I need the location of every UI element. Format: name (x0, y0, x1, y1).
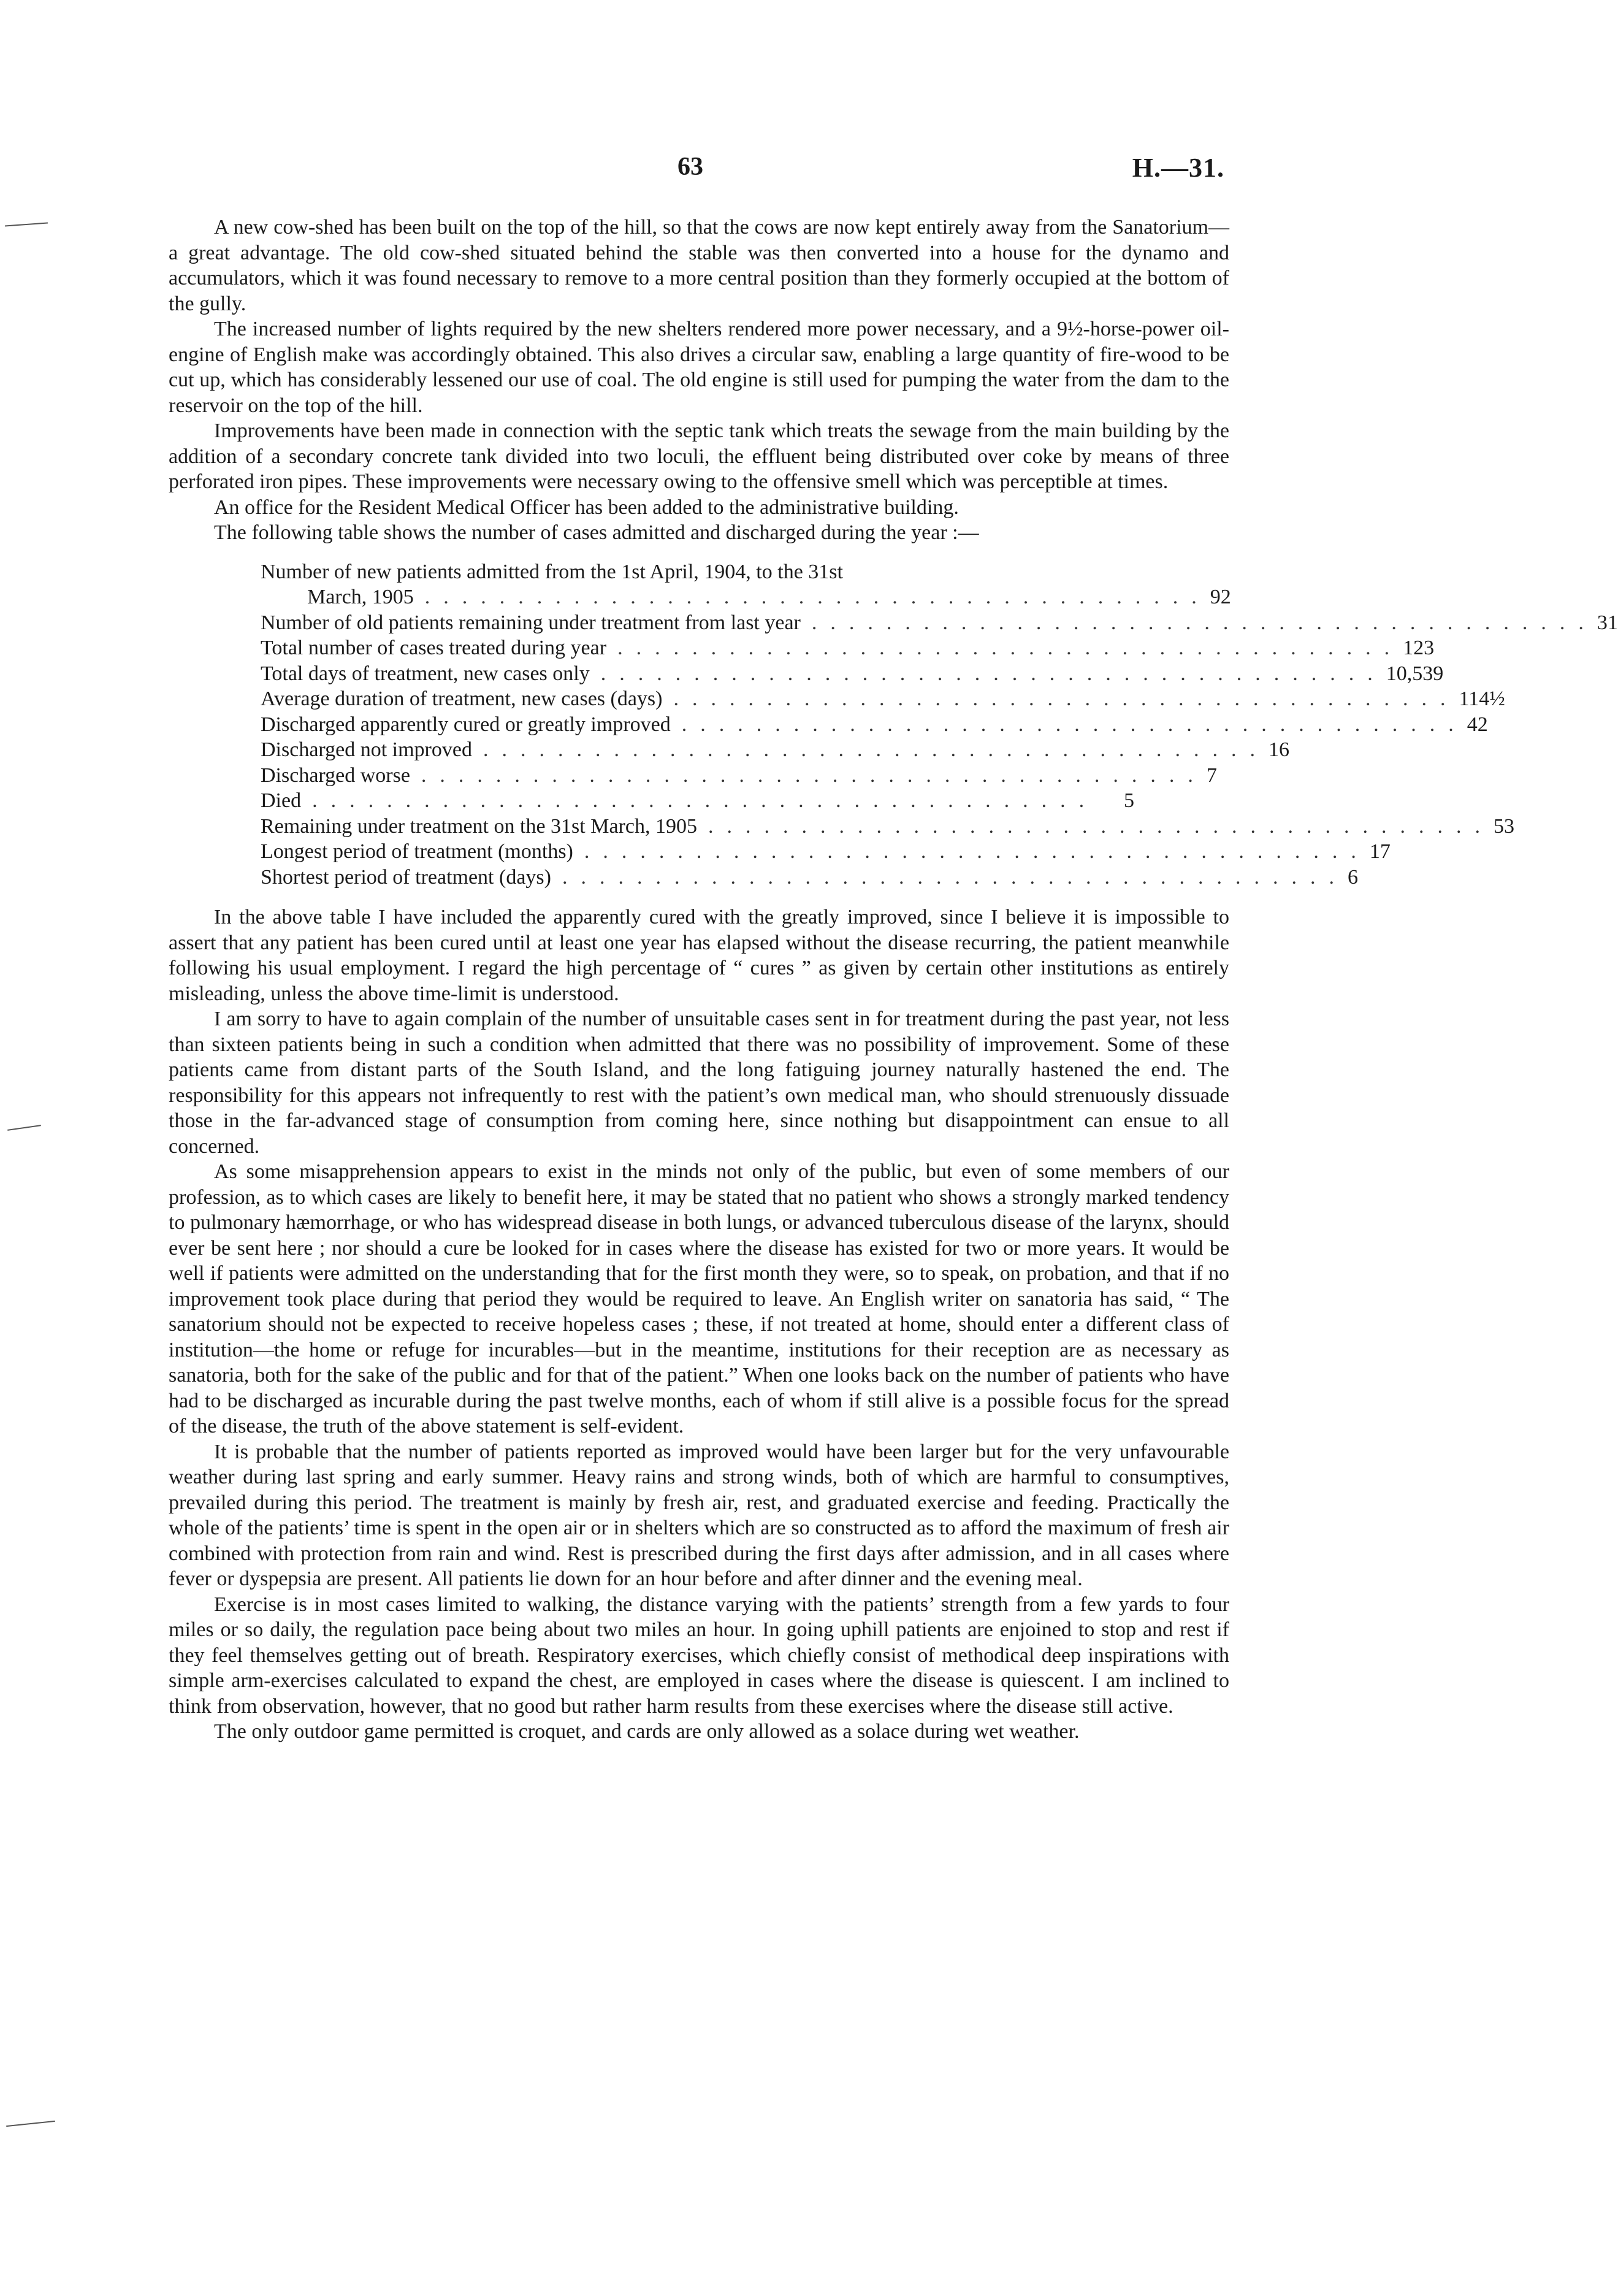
table-row (261, 788, 1134, 814)
table-row-label: March, 1905 (307, 586, 414, 608)
table-row-label: Average duration of treatment, new cases (days) (261, 687, 663, 710)
admissions-table (261, 559, 1618, 890)
paragraph: I am sorry to have to again complain of the number of unsuitable cases sent in for treatment during the past year, not less than sixteen patients being in such a condition when admitted that there was no possibility of improvement. Some of these patients came from distant parts of the South Island, and the long fatiguing journey naturally hastened the end. The responsibility for this appears not infrequently to rest with the patient’s own medical man, who should strenuously dissuade those in the far-advanced stage of consumption from coming here, since nothing but disappointment can ensue to all concerned. (169, 1008, 1229, 1158)
table-row-label: Shortest period of treatment (days) (261, 865, 551, 889)
table-row-value: 10,539 (1386, 662, 1444, 685)
dot-leader: .......................................... (600, 662, 1386, 685)
margin-pen-mark (6, 2121, 55, 2127)
table-row-value: 6 (1347, 865, 1358, 889)
table-row-label: Number of new patients admitted from the 1st April, 1904, to the 31st (261, 560, 843, 583)
table-row (261, 661, 1444, 687)
dot-leader: .......................................... (617, 637, 1403, 659)
table-row-label: Discharged apparently cured or greatly improved (261, 713, 671, 736)
table-row-value: 123 (1403, 637, 1435, 659)
paragraph: The increased number of lights required by the new shelters rendered more power necessary, and a 9½-horse-power oil-engine of English make was accordingly obtained. This also drives a circular saw, enabling a large quantity of fire-wood to be cut up, which has considerably lessened our use of coal. The old engine is still used for pumping the water from the dam to the reservoir on the top of the hill. (169, 318, 1229, 417)
table-row (261, 712, 1488, 738)
dot-leader: .......................................... (562, 865, 1348, 889)
table-row (261, 584, 1231, 610)
table-row-label: Longest period of treatment (months) (261, 840, 573, 863)
table-row-value: 114½ (1459, 687, 1505, 710)
table-row-value: 92 (1210, 586, 1231, 608)
paragraph: The following table shows the number of cases admitted and discharged during the year :— (214, 521, 979, 544)
table-row (261, 559, 1134, 585)
paragraph: A new cow-shed has been built on the top of the hill, so that the cows are now kept entirely away from the Sanatorium—a great advantage. The old cow-shed situated behind the stable was then converted into a house for the dynamo and accumulators, which it was found necessary to remove to a more central position than they formerly occupied at the bottom of the gully. (169, 216, 1229, 315)
table-row-label: Total days of treatment, new cases only (261, 662, 590, 685)
dot-leader: .......................................... (424, 586, 1210, 608)
margin-pen-mark (5, 223, 48, 227)
dot-leader: .......................................... (811, 611, 1597, 634)
table-row-value: 16 (1268, 738, 1289, 761)
table-row (261, 763, 1217, 789)
paragraph: The only outdoor game permitted is croquet, and cards are only allowed as a solace during wet weather. (214, 1720, 1080, 1743)
dot-leader: .......................................... (421, 763, 1207, 787)
paragraph: As some misapprehension appears to exist in the minds not only of the public, but even of some members of our profession, as to which cases are likely to benefit here, it may be stated that no patient who shows a strongly marked tendency to pulmonary hæmorrhage, or who has widespread disease in both lungs, or advanced tuberculous disease of the larynx, should ever be sent here ; nor should a cure be looked for in cases where the disease has existed for two or more years. It would be well if patients were admitted on the understanding that for the first month they were, so to speak, on probation, and that if no improvement took place during that period they would be required to leave. An English writer on sanatoria has said, “ The sanatorium should not be expected to receive hopeless cases ; these, if not treated at home, should enter a different class of institution—the home or refuge for incurables—but in the meantime, institutions for their reception are as necessary as sanatoria, both for the sake of the public and for that of the patient.” When one looks back on the number of patients who have had to be discharged as incurable during the past twelve months, each of whom if still alive is a possible focus for the spread of the disease, the truth of the above statement is self-evident. (169, 1160, 1229, 1437)
paragraph: Exercise is in most cases limited to walking, the distance varying with the patients’ strength from a few yards to four miles or so daily, the regulation pace being about two miles an hour. In going uphill patients are enjoined to stop and rest if they feel themselves getting out of breath. Respiratory exercises, which chiefly consist of methodical deep inspirations with simple arm-exercises calculated to expand the chest, are employed in cases where the disease is quiescent. I am inclined to think from observation, however, that no good but rather harm results from these exercises where the disease still active. (169, 1593, 1229, 1718)
dot-leader: .......................................... (483, 738, 1269, 761)
table-row-label: Died (261, 789, 302, 812)
table-row-value: 53 (1493, 814, 1514, 838)
table-row (261, 635, 1435, 661)
table-row-value: 17 (1369, 840, 1391, 863)
paragraph: An office for the Resident Medical Officer has been added to the administrative building. (214, 496, 959, 519)
table-row-label: Discharged worse (261, 763, 410, 787)
document-reference: H.—31. (1132, 153, 1224, 183)
table-row-value: 5 (1124, 789, 1134, 812)
dot-leader: .......................................... (312, 789, 1098, 812)
dot-leader: .......................................... (708, 814, 1494, 838)
paragraph: It is probable that the number of patients reported as improved would have been larger but for the very unfavourable weather during last spring and early summer. Heavy rains and strong winds, both of which are harmful to consumptives, prevailed during this period. The treatment is mainly by fresh air, rest, and graduated exercise and feeding. Practically the whole of the patients’ time is spent in the open air or in shelters which are so constructed as to afford the maximum of fresh air combined with protection from rain and wind. Rest is prescribed during the first days after admission, and in all cases where fever or dyspepsia are present. All patients lie down for an hour before and after dinner and the evening meal. (169, 1440, 1229, 1590)
report-body (169, 215, 1618, 1745)
paragraph: In the above table I have included the apparently cured with the greatly improved, since I believe it is impossible to assert that any patient has been cured until at least one year has elapsed without the disease recurring, the patient meanwhile following his usual employment. I regard the high percentage of “ cures ” as given by certain other institutions as entirely misleading, unless the above time-limit is understood. (169, 906, 1229, 1005)
page-header (0, 152, 1427, 189)
table-row (261, 814, 1514, 840)
table-row-value: 31 (1597, 611, 1618, 634)
paragraph: Improvements have been made in connection with the septic tank which treats the sewage from the main building by the addition of a secondary concrete tank divided into two loculi, the effluent being distributed over coke by means of three perforated iron pipes. These improvements were necessary owing to the offensive smell which was perceptible at times. (169, 419, 1229, 493)
table-row (261, 737, 1289, 763)
table-row (261, 839, 1391, 865)
dot-leader: .......................................... (681, 713, 1467, 736)
margin-pen-mark (7, 1125, 41, 1131)
table-row-label: Remaining under treatment on the 31st March, 1905 (261, 814, 697, 838)
table-row (261, 610, 1618, 636)
table-row-label: Total number of cases treated during year (261, 637, 607, 659)
table-row (261, 865, 1358, 890)
table-row-label: Number of old patients remaining under treatment from last year (261, 611, 801, 634)
table-row-value: 7 (1206, 763, 1217, 787)
dot-leader: .......................................... (673, 687, 1459, 710)
page-number: 63 (677, 153, 703, 181)
dot-leader: .......................................... (584, 840, 1370, 863)
table-row-label: Discharged not improved (261, 738, 472, 761)
table-row-value: 42 (1467, 713, 1488, 736)
table-row (261, 686, 1505, 712)
